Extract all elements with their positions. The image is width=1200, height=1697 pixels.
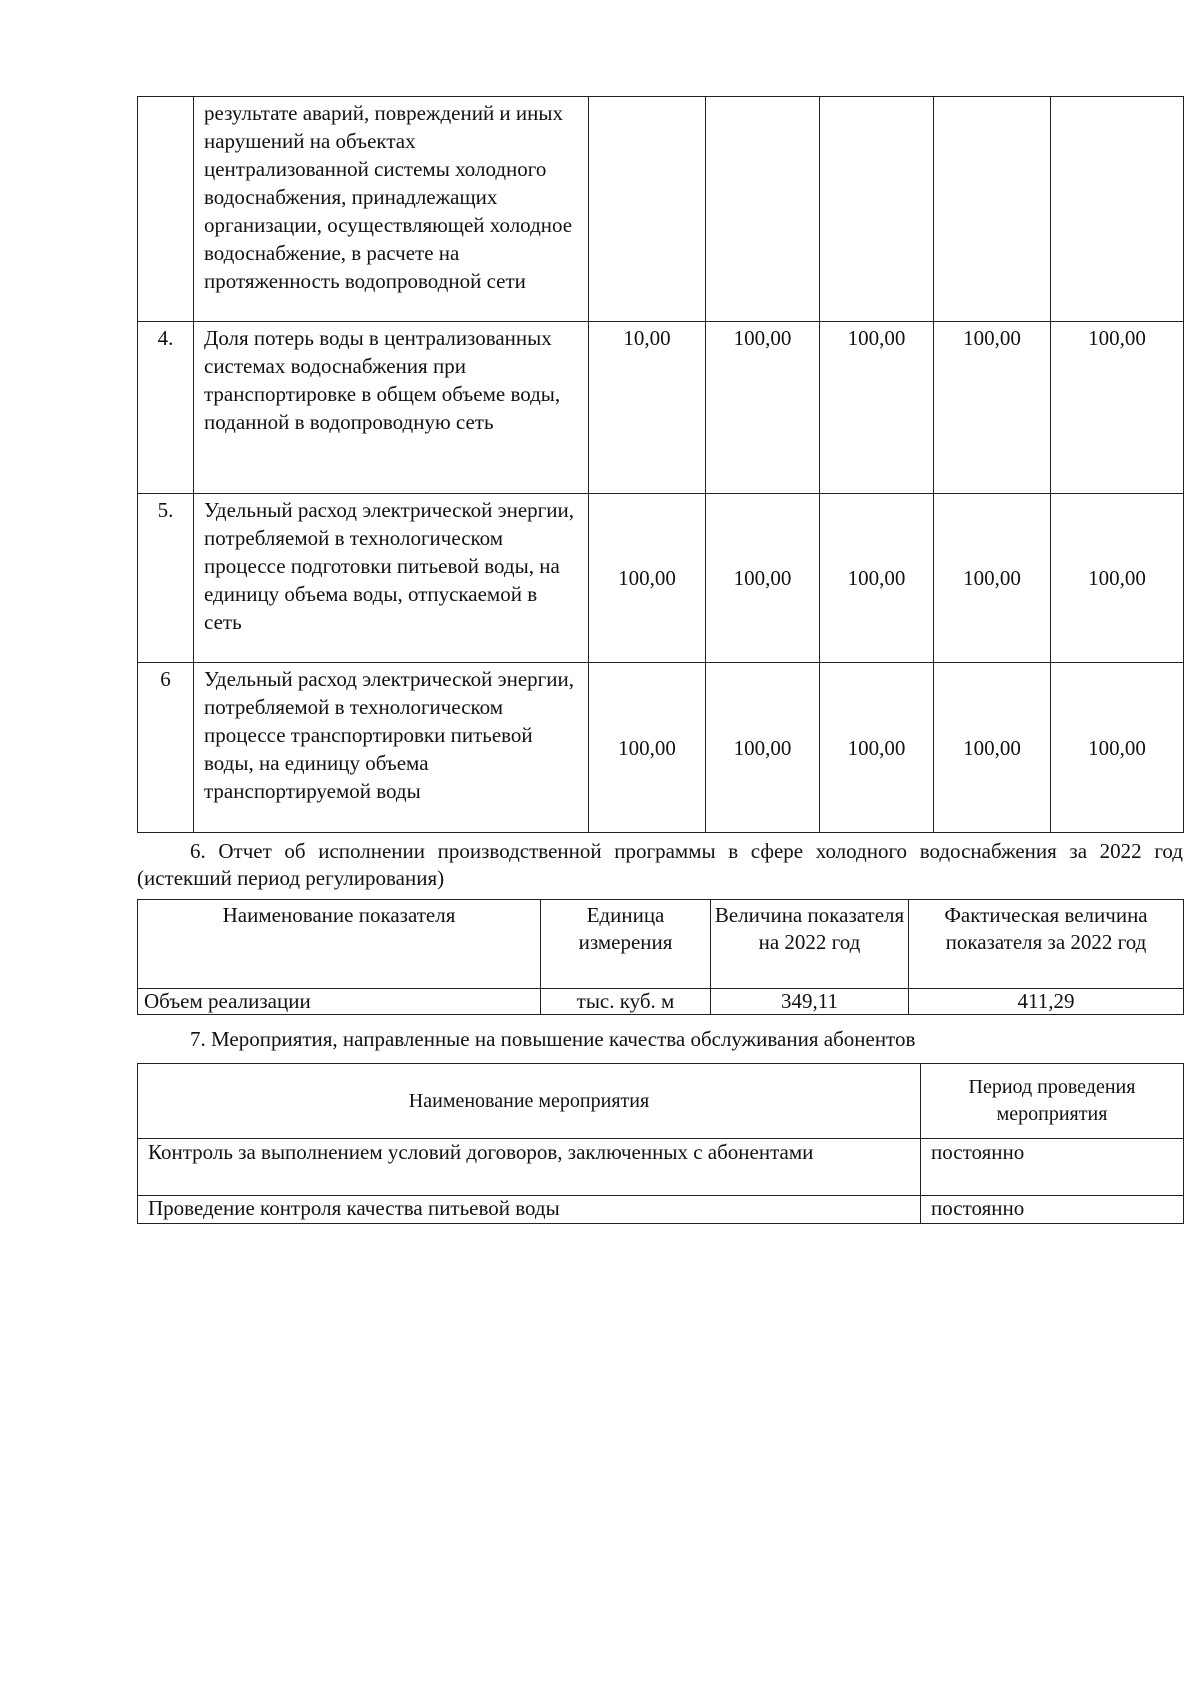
program-report-table bbox=[137, 899, 1184, 1015]
value-cell: 100,00 bbox=[934, 663, 1051, 833]
indicator-name: Объем реализации bbox=[138, 989, 541, 1015]
indicator-name: результате аварий, повреждений и иных нарушений на объектах централизованной системы холодного водоснабжения, принадлежащих организации, осуществляющей холодное водоснабжение, в расчете на протяженность водопроводной сети bbox=[194, 97, 589, 322]
indicator-name: Доля потерь воды в централизованных системах водоснабжения при транспортировке в общем объеме воды, поданной в водопроводную сеть bbox=[194, 322, 589, 494]
activity-name: Контроль за выполнением условий договоров, заключенных с абонентами bbox=[138, 1139, 921, 1196]
section-6-heading: 6. Отчет об исполнении производственной программы в сфере холодного водоснабжения за 2022 год (истекший период регулирования) bbox=[137, 839, 1183, 890]
activity-period: постоянно bbox=[921, 1139, 1184, 1196]
value-cell: 100,00 bbox=[934, 322, 1051, 494]
activity-name: Проведение контроля качества питьевой воды bbox=[138, 1196, 921, 1224]
activity-period: постоянно bbox=[921, 1196, 1184, 1224]
table-row bbox=[138, 989, 1184, 1015]
table-header-row bbox=[138, 900, 1184, 989]
row-number: 5. bbox=[138, 494, 194, 663]
value-cell bbox=[589, 97, 706, 322]
value-cell: 100,00 bbox=[934, 494, 1051, 663]
actual-value: 411,29 bbox=[909, 989, 1184, 1015]
column-header: Фактическая величина показателя за 2022 год bbox=[909, 900, 1184, 989]
table-row bbox=[138, 663, 1184, 833]
table-row bbox=[138, 494, 1184, 663]
value-cell: 100,00 bbox=[1051, 663, 1184, 833]
column-header: Период проведения мероприятия bbox=[921, 1064, 1184, 1139]
value-cell: 100,00 bbox=[1051, 494, 1184, 663]
value-cell bbox=[820, 97, 934, 322]
value-cell: 100,00 bbox=[589, 663, 706, 833]
value-cell: 100,00 bbox=[589, 494, 706, 663]
value-cell: 100,00 bbox=[820, 494, 934, 663]
indicators-table-continued bbox=[137, 96, 1184, 833]
value-cell: 100,00 bbox=[706, 494, 820, 663]
row-number bbox=[138, 97, 194, 322]
column-header: Наименование показателя bbox=[138, 900, 541, 989]
value-cell: 100,00 bbox=[820, 322, 934, 494]
value-cell bbox=[1051, 97, 1184, 322]
value-cell bbox=[706, 97, 820, 322]
column-header: Наименование мероприятия bbox=[138, 1064, 921, 1139]
value-cell: 100,00 bbox=[820, 663, 934, 833]
table-row bbox=[138, 1139, 1184, 1196]
table-row bbox=[138, 97, 1184, 322]
row-number: 4. bbox=[138, 322, 194, 494]
column-header: Единица измерения bbox=[541, 900, 711, 989]
indicator-name: Удельный расход электрической энергии, потребляемой в технологическом процессе транспортировки питьевой воды, на единицу объема транспортируемой воды bbox=[194, 663, 589, 833]
activities-table bbox=[137, 1063, 1184, 1224]
value-cell: 100,00 bbox=[1051, 322, 1184, 494]
indicator-name: Удельный расход электрической энергии, потребляемой в технологическом процессе подготовки питьевой воды, на единицу объема воды, отпускаемой в сеть bbox=[194, 494, 589, 663]
value-cell: 100,00 bbox=[706, 322, 820, 494]
table-header-row bbox=[138, 1064, 1184, 1139]
row-number: 6 bbox=[138, 663, 194, 833]
column-header: Величина показателя на 2022 год bbox=[711, 900, 909, 989]
table-row bbox=[138, 322, 1184, 494]
table-row bbox=[138, 1196, 1184, 1224]
planned-value: 349,11 bbox=[711, 989, 909, 1015]
value-cell: 100,00 bbox=[706, 663, 820, 833]
section-7-heading: 7. Мероприятия, направленные на повышение качества обслуживания абонентов bbox=[190, 1027, 916, 1051]
value-cell bbox=[934, 97, 1051, 322]
value-cell: 10,00 bbox=[589, 322, 706, 494]
unit-cell: тыс. куб. м bbox=[541, 989, 711, 1015]
